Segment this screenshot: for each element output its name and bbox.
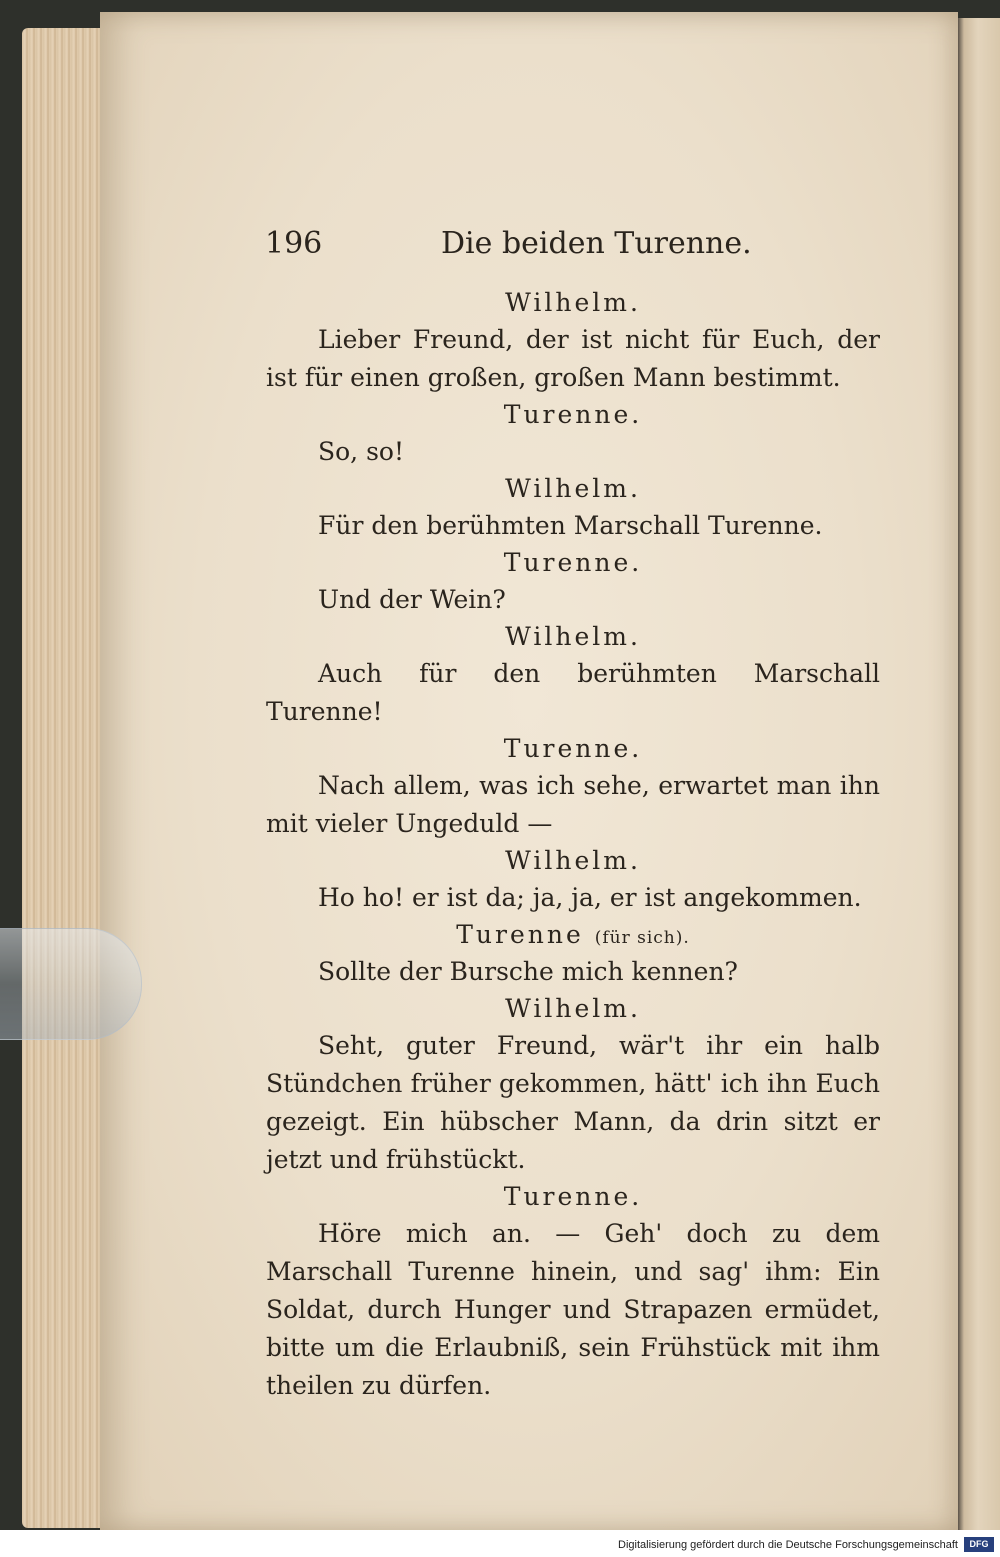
speech-line: Sollte der Bursche mich kennen? [318,957,738,986]
speaker-name: Turenne [456,920,584,949]
speaker-name: Wilhelm. [505,846,641,875]
speaker-name: Wilhelm. [505,474,641,503]
funding-credit: Digitalisierung gefördert durch die Deutsche Forschungsgemeinschaft [618,1539,958,1551]
speech-line: Nach allem, was ich sehe, erwartet man ihn mit vieler Ungeduld — [266,771,880,838]
speech-line: Lieber Freund, der ist nicht für Euch, der ist für einen großen, großen Mann bestimmt. [266,325,880,392]
speech-line: So, so! [318,437,404,466]
speaker-name: Wilhelm. [505,994,641,1023]
speech-line: Auch für den berühmten Marschall Turenne! [266,659,880,726]
speech-line: Ho ho! er ist da; ja, ja, er ist angekommen. [318,883,862,912]
speaker-name: Turenne. [503,400,643,429]
running-title: Die beiden Turenne. [441,226,752,261]
speaker-name: Turenne. [503,734,643,763]
speech-line: Und der Wein? [318,585,506,614]
page-number: 196 [265,226,323,261]
dialogue-text [266,285,880,1405]
speaker-name: Turenne. [503,1182,643,1211]
footer-bar [0,1530,1000,1557]
page-header [265,222,905,272]
speaker-name-with-aside [266,917,880,953]
stage-direction: (für sich). [594,928,690,948]
speaker-name: Wilhelm. [505,288,641,317]
speaker-name: Wilhelm. [505,622,641,651]
speaker-name: Turenne. [503,548,643,577]
dfg-logo: DFG [964,1537,994,1552]
speech-line: Für den berühmten Marschall Turenne. [318,511,823,540]
speech-line: Höre mich an. — Geh' doch zu dem Marschall Turenne hinein, und sag' ihm: Ein Soldat, durch Hunger und Strapazen ermüdet, bitte um die Erlaubniß, sein Frühstück mit ihm theilen zu dürfen. [266,1219,880,1400]
page-holder-clip [0,928,142,1040]
speech-line: Seht, guter Freund, wär't ihr ein halb Stündchen früher gekommen, hätt' ich ihn Euch gezeigt. Ein hübscher Mann, da drin sitzt er jetzt und frühstückt. [266,1031,880,1174]
facing-page-edge [958,18,1000,1530]
